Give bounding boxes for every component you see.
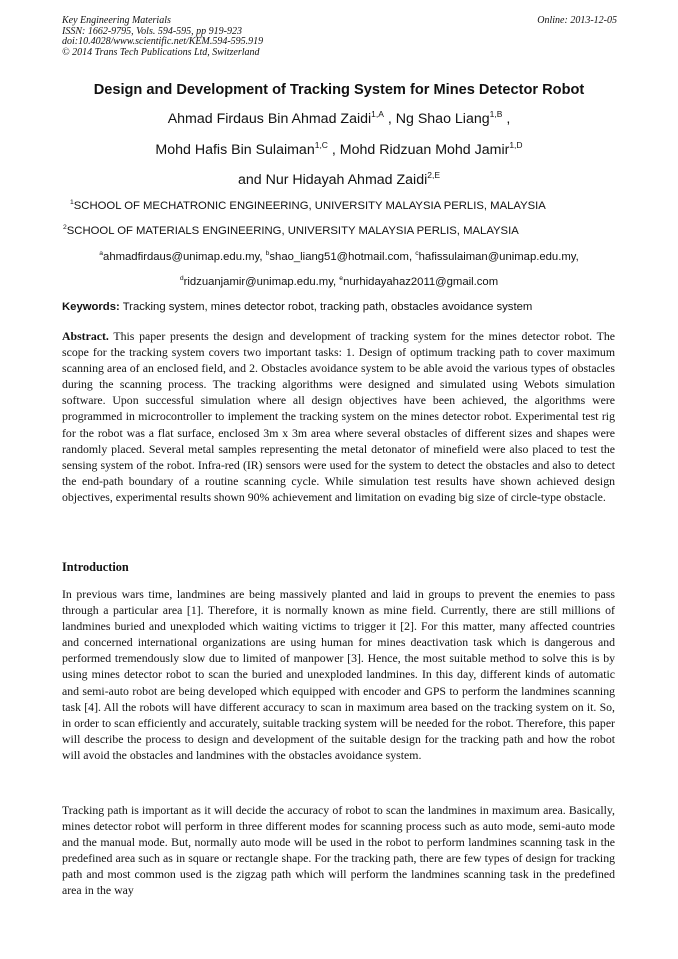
abstract-paragraph bbox=[62, 328, 615, 505]
author-name: Ahmad Firdaus Bin Ahmad Zaidi bbox=[167, 111, 372, 127]
author-line-3 bbox=[40, 172, 638, 188]
online-date: Online: 2013-12-05 bbox=[537, 15, 617, 26]
journal-name: Key Engineering Materials bbox=[62, 15, 171, 26]
issn-line: ISSN: 1662-9795, Vols. 594-595, pp 919-923 bbox=[62, 25, 242, 37]
keywords-label: Keywords: bbox=[62, 301, 120, 313]
email-b: shao_liang51@hotmail.com, bbox=[269, 251, 416, 263]
author-name: and Nur Hidayah Ahmad Zaidi bbox=[237, 172, 428, 188]
affiliation-1 bbox=[70, 200, 670, 212]
introduction-heading: Introduction bbox=[62, 560, 129, 574]
author-sep: , bbox=[502, 111, 511, 127]
author-line-1 bbox=[40, 111, 638, 127]
author-name: Mohd Ridzuan Mohd Jamir bbox=[339, 142, 510, 158]
abstract-text: This paper presents the design and development of tracking system for the mines detector robot. The scope for the tracking system covers two important tasks: 1. Design of optimum tracking path to cover maximum scanning area of an enclosed field, and 2. Obstacles avoidance system to be able avoid the various types of obstacles during the scanning process. The tracking algorithms were designed and simulated using Webots simulation software. Upon successful simulation where all design objectives have been achieved, the algorithms were programmed in microcontroller to implement the tracking system on the mines detector robot. Experimental test rig for the robot was a flat surface, enclosed 3m x 3m area where several obstacles of different sizes and shapes were randomly placed. Several metal samples representing the metal detonator of minefield were also placed to test the sensing system of the robot. Infra-red (IR) sensors were used for the system to detect the obstacles and also to detect the end-path boundary of a routine scanning cycle. While simulation test results have shown achieved design objectives, experimental results shown 90% achievement and limitation on evading big size of circle-type obstacle. bbox=[62, 329, 615, 504]
author-sup: 1,C bbox=[314, 140, 328, 151]
author-sep: , bbox=[383, 111, 396, 127]
copyright-line: © 2014 Trans Tech Publications Ltd, Switzerland bbox=[62, 46, 260, 58]
email-line-2 bbox=[40, 276, 638, 288]
author-sup: 1,D bbox=[509, 140, 523, 151]
affiliation-2 bbox=[63, 225, 663, 237]
author-line-2 bbox=[40, 142, 638, 158]
author-sep: , bbox=[327, 142, 340, 158]
publication-header bbox=[62, 16, 617, 58]
author-sup: 1,A bbox=[371, 109, 384, 120]
email-d: ridzuanjamir@unimap.edu.my, bbox=[183, 276, 340, 288]
email-sup: e bbox=[339, 274, 344, 282]
author-sup: 2,E bbox=[427, 170, 441, 181]
paper-title: Design and Development of Tracking System for Mines Detector Robot bbox=[93, 82, 585, 98]
affiliation-sup: 1 bbox=[70, 198, 74, 206]
email-a: ahmadfirdaus@unimap.edu.my, bbox=[103, 251, 266, 263]
email-line-1 bbox=[40, 251, 638, 263]
intro-paragraph-1: In previous wars time, landmines are being massively planted and laid in groups to prevent the enemies to pass through a particular area [1]. Therefore, it is normally known as mine field. Currently, there are still millions of landmines buried and unexploded which waiting victims to trigger it [2]. For this matter, many affected countries and concerned international organizations are using human for mines deactivation task which is dangerous and performed tremendously slow due to limited of manpower [3]. Hence, the most suitable method to solve this is by using mines detector robot to scan the buried and unexploded landmines. In this day, different kinds of automatic and semi-auto robot are being developed which equipped with encoder and GPS to perform the landmines scanning task [4]. All the robots will have different accuracy to scan in maximum area based on the tracking system on it. So, in order to scan efficiently and accurately, suitable tracking system will be needed for the robot. Therefore, this paper will describe the process to design and development of the suitable design for the tracking path and how the robot will avoid the obstacles and landmines with the obstacles avoidance system. bbox=[62, 587, 615, 762]
affiliation-text: SCHOOL OF MATERIALS ENGINEERING, UNIVERSITY MALAYSIA PERLIS, MALAYSIA bbox=[66, 225, 519, 237]
author-name: Ng Shao Liang bbox=[395, 111, 490, 127]
email-sup: d bbox=[179, 274, 184, 282]
email-e: nurhidayahaz2011@gmail.com bbox=[343, 276, 499, 288]
author-name: Mohd Hafis Bin Sulaiman bbox=[155, 142, 315, 158]
affiliation-sup: 2 bbox=[63, 223, 67, 231]
affiliation-text: SCHOOL OF MECHATRONIC ENGINEERING, UNIVERSITY MALAYSIA PERLIS, MALAYSIA bbox=[73, 200, 546, 212]
abstract-label: Abstract. bbox=[62, 329, 109, 343]
email-c: hafissulaiman@unimap.edu.my, bbox=[418, 251, 579, 263]
intro-paragraph-2: Tracking path is important as it will decide the accuracy of robot to scan the landmines in maximum area. Basically, mines detector robot will perform in three different modes for scanning process such as auto mode, semi-auto mode and the manual mode. But, normally auto mode will be used in the robot to perform landmines scanning task in the predefined area such as in square or rectangle shape. For the tracking path, there are few types of design for tracking path and most common used is the zigzag path which will perform the landmines scanning task in the predefined area in the way bbox=[62, 803, 615, 898]
keywords-line bbox=[62, 301, 622, 313]
keywords-text: Tracking system, mines detector robot, tracking path, obstacles avoidance system bbox=[119, 301, 533, 313]
author-sup: 1,B bbox=[489, 109, 503, 120]
doi-line: doi:10.4028/www.scientific.net/KEM.594-595.919 bbox=[62, 36, 264, 48]
email-sup: c bbox=[415, 249, 419, 257]
email-sup: a bbox=[99, 249, 104, 257]
email-sup: b bbox=[265, 249, 270, 257]
